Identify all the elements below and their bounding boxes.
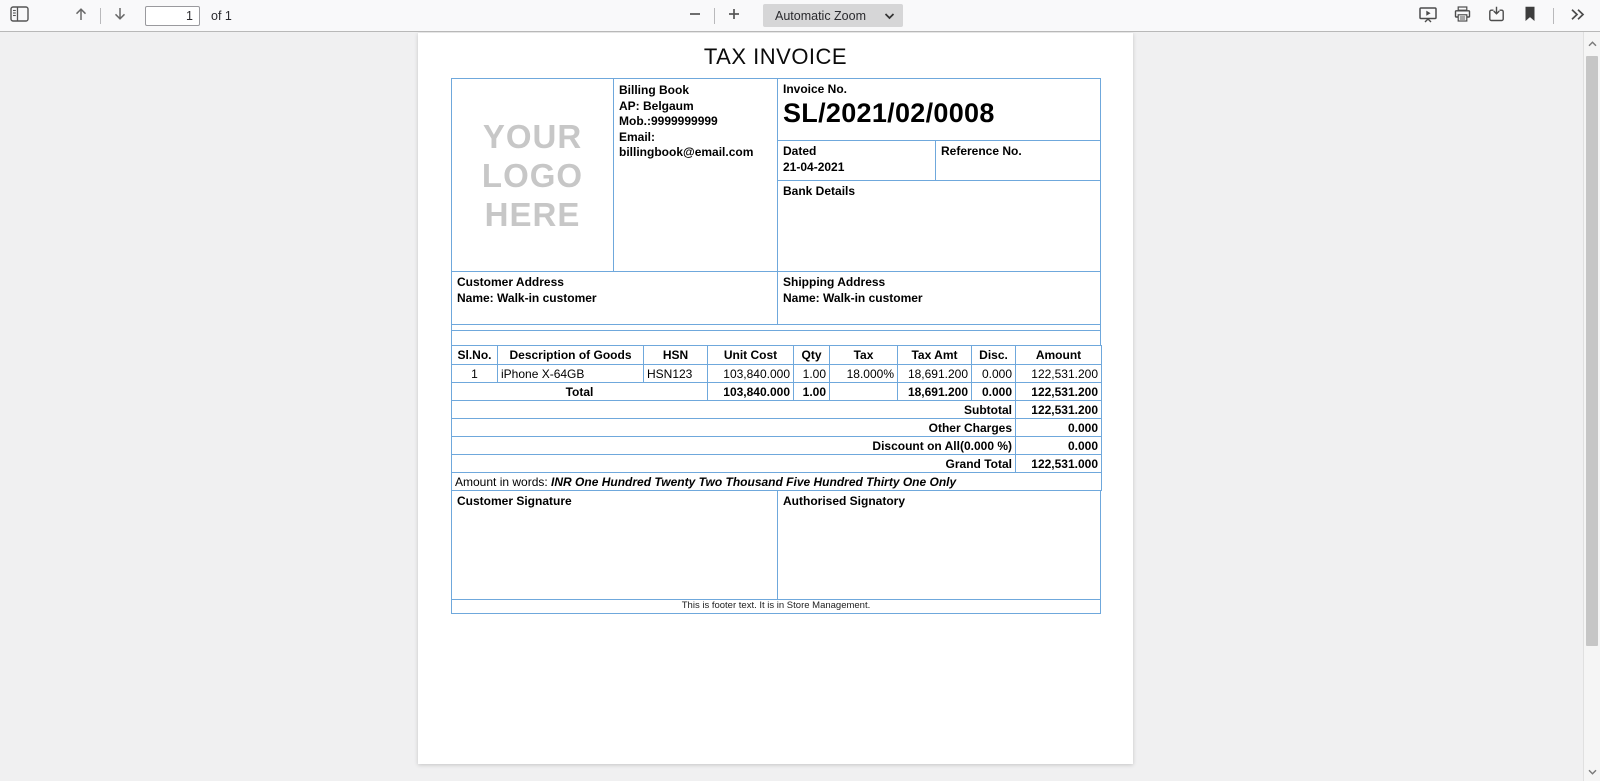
- seller-email: billingbook@email.com: [619, 145, 754, 159]
- toggle-sidebar-button[interactable]: [6, 3, 32, 29]
- invoice-footer: This is footer text. It is in Store Management.: [451, 600, 1101, 614]
- page-count-label: of 1: [211, 8, 232, 23]
- toolbar-separator: [714, 8, 715, 24]
- amount-in-words-label: Amount in words:: [455, 474, 552, 489]
- discount-value: 0.000: [1016, 437, 1102, 455]
- dated-cell: [778, 141, 936, 180]
- total-label: Total: [452, 383, 708, 401]
- print-button[interactable]: [1449, 3, 1475, 29]
- total-qty: 1.00: [794, 383, 830, 401]
- summary-row: [452, 419, 1102, 437]
- items-table: [451, 345, 1102, 491]
- logo-placeholder-line: HERE: [484, 195, 581, 233]
- save-download-icon: [1488, 6, 1505, 25]
- next-page-button[interactable]: [107, 3, 133, 29]
- total-tax-amount: 18,691.200: [898, 383, 972, 401]
- column-header: Qty: [794, 346, 830, 365]
- reference-number-label: Reference No.: [941, 144, 1022, 158]
- amount-in-words-value: INR One Hundred Twenty Two Thousand Five Hundred Thirty One Only: [551, 474, 957, 489]
- total-row: [452, 383, 1102, 401]
- column-header: Amount: [1016, 346, 1102, 365]
- tools-menu-button[interactable]: [1564, 3, 1590, 29]
- customer-address-cell: [452, 272, 778, 324]
- bank-details-label: Bank Details: [783, 184, 856, 198]
- column-header: Sl.No.: [452, 346, 498, 365]
- column-header: Tax Amt: [898, 346, 972, 365]
- total-unit-cost: 103,840.000: [708, 383, 794, 401]
- item-slno: 1: [452, 365, 498, 383]
- item-tax: 18.000%: [830, 365, 898, 383]
- invoice-number-block: [778, 79, 1100, 141]
- column-header: Description of Goods: [498, 346, 644, 365]
- seller-address: AP: Belgaum: [619, 98, 694, 113]
- scroll-down-button[interactable]: [1584, 762, 1600, 779]
- spacer-row: [451, 331, 1101, 345]
- chevron-down-icon: [884, 9, 895, 23]
- presentation-mode-icon: [1419, 6, 1437, 26]
- column-header: Unit Cost: [708, 346, 794, 365]
- save-button[interactable]: [1483, 3, 1509, 29]
- customer-signature-label: Customer Signature: [457, 494, 572, 508]
- minus-icon: [688, 7, 702, 24]
- total-discount: 0.000: [972, 383, 1016, 401]
- item-tax-amount: 18,691.200: [898, 365, 972, 383]
- seller-email-label: Email:: [619, 129, 656, 144]
- reference-number-cell: [936, 141, 1100, 180]
- seller-mobile: Mob.:9999999999: [619, 114, 718, 128]
- item-hsn: HSN123: [644, 365, 708, 383]
- summary-row: [452, 437, 1102, 455]
- customer-signature-cell: [452, 491, 778, 599]
- zoom-level-select[interactable]: [763, 4, 903, 27]
- logo-placeholder-line: LOGO: [481, 156, 584, 194]
- invoice-number-label: Invoice No.: [783, 82, 848, 96]
- items-header-row: [452, 346, 1102, 365]
- page-number-input[interactable]: [145, 6, 200, 26]
- invoice-body: [451, 78, 1101, 614]
- subtotal-label: Subtotal: [452, 401, 1016, 419]
- bookmark-icon: [1524, 6, 1536, 25]
- dated-value: 21-04-2021: [783, 159, 845, 174]
- invoice-number-value: SL/2021/02/0008: [783, 98, 995, 128]
- arrow-up-icon: [73, 6, 89, 25]
- other-charges-value: 0.000: [1016, 419, 1102, 437]
- arrow-down-icon: [112, 6, 128, 25]
- print-icon: [1454, 6, 1471, 25]
- item-qty: 1.00: [794, 365, 830, 383]
- logo-placeholder: [452, 79, 614, 271]
- zoom-out-button[interactable]: [682, 3, 708, 29]
- grand-total-label: Grand Total: [452, 455, 1016, 473]
- seller-name: Billing Book: [619, 83, 689, 97]
- item-row: [452, 365, 1102, 383]
- item-amount: 122,531.200: [1016, 365, 1102, 383]
- pdf-viewer-area: [0, 32, 1583, 781]
- toolbar-separator: [1553, 8, 1554, 24]
- discount-label: Discount on All(0.000 %): [452, 437, 1016, 455]
- invoice-title: TAX INVOICE: [703, 44, 848, 69]
- shipping-address-label: Shipping Address: [783, 275, 886, 289]
- item-description: iPhone X-64GB: [498, 365, 644, 383]
- invoice-meta: [778, 79, 1100, 271]
- column-header: Disc.: [972, 346, 1016, 365]
- zoom-in-button[interactable]: [721, 3, 747, 29]
- amount-in-words-row: [452, 473, 1102, 491]
- vertical-scrollbar[interactable]: [1583, 32, 1600, 781]
- previous-page-button[interactable]: [68, 3, 94, 29]
- current-view-button[interactable]: [1517, 3, 1543, 29]
- chevron-up-icon: [1588, 34, 1597, 52]
- logo-placeholder-line: YOUR: [482, 117, 583, 155]
- pdf-page: [418, 33, 1133, 764]
- item-discount: 0.000: [972, 365, 1016, 383]
- dated-reference-row: [778, 141, 1100, 181]
- zoom-level-label: Automatic Zoom: [775, 8, 867, 23]
- column-header: Tax: [830, 346, 898, 365]
- other-charges-label: Other Charges: [452, 419, 1016, 437]
- customer-address-label: Customer Address: [457, 275, 564, 289]
- chevron-down-icon: [1588, 762, 1597, 780]
- total-tax: [830, 383, 898, 401]
- shipping-address-cell: [778, 272, 1100, 324]
- summary-row: [452, 455, 1102, 473]
- seller-details: [614, 79, 778, 271]
- subtotal-value: 122,531.200: [1016, 401, 1102, 419]
- toolbar-separator: [100, 8, 101, 24]
- customer-name: Name: Walk-in customer: [457, 290, 597, 305]
- signature-section: [451, 491, 1101, 600]
- column-header: HSN: [644, 346, 708, 365]
- toggle-sidebar-icon: [10, 6, 29, 25]
- total-amount: 122,531.200: [1016, 383, 1102, 401]
- dated-label: Dated: [783, 144, 817, 158]
- grand-total-value: 122,531.000: [1016, 455, 1102, 473]
- pdf-toolbar: [0, 0, 1600, 32]
- bank-details-cell: [778, 181, 1100, 271]
- summary-row: [452, 401, 1102, 419]
- item-unit-cost: 103,840.000: [708, 365, 794, 383]
- presentation-mode-button[interactable]: [1415, 3, 1441, 29]
- plus-icon: [727, 7, 741, 24]
- amount-in-words-cell: [452, 473, 1102, 491]
- address-section: [451, 272, 1101, 325]
- authorised-signatory-label: Authorised Signatory: [783, 494, 906, 508]
- scrollbar-thumb[interactable]: [1586, 56, 1598, 646]
- invoice-header-section: [451, 78, 1101, 272]
- shipping-name: Name: Walk-in customer: [783, 290, 923, 305]
- scroll-up-button[interactable]: [1584, 34, 1600, 51]
- chevron-double-right-icon: [1570, 8, 1585, 24]
- authorised-signatory-cell: [778, 491, 1100, 599]
